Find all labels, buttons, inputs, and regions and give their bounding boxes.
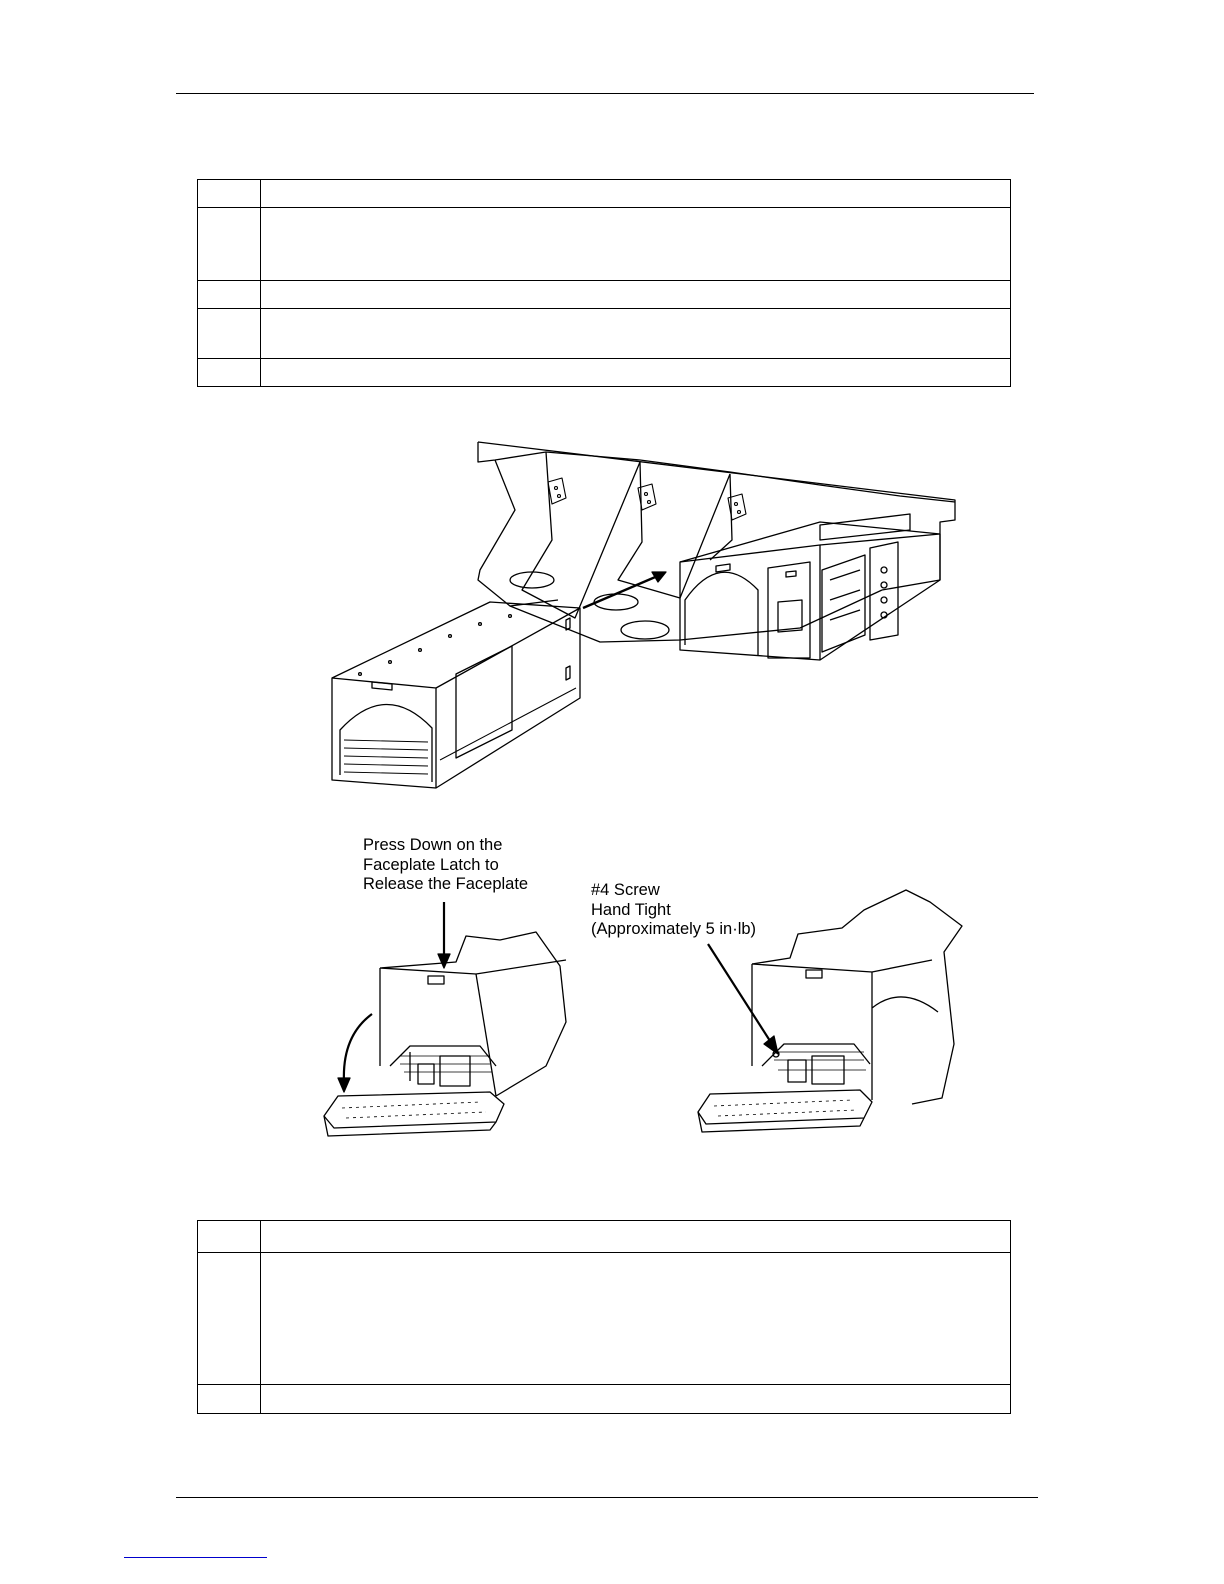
step-text-cell	[261, 1221, 1011, 1253]
faceplate-release-illustration	[320, 896, 582, 1140]
screw-pointer	[708, 944, 772, 1044]
step-number-cell	[198, 1253, 261, 1385]
insertion-arrow	[583, 575, 660, 608]
step-number-cell	[198, 281, 261, 309]
internal-components	[762, 1044, 870, 1084]
table-row	[198, 1253, 1011, 1385]
faceplate-latch-callout: Press Down on the Faceplate Latch to Release the Faceplate	[363, 836, 529, 893]
faceplate-holes	[714, 1100, 856, 1116]
latch-tab	[806, 970, 822, 978]
step-text-cell	[261, 281, 1011, 309]
faceplate-open	[324, 1092, 504, 1128]
internal-fins	[400, 1056, 492, 1072]
faceplate-holes	[342, 1102, 486, 1118]
screw-callout: #4 Screw Hand Tight (Approximately 5 in·lb)	[591, 881, 757, 938]
procedure-table-top	[197, 179, 1011, 387]
latch-tab	[428, 976, 444, 984]
module-top-front	[380, 960, 566, 974]
step-number-cell	[198, 309, 261, 359]
rotation-arrowhead	[338, 1078, 350, 1092]
step-number-cell	[198, 1221, 261, 1253]
faceplate-lip	[698, 1112, 864, 1132]
step-number-cell	[198, 208, 261, 281]
module-top	[380, 932, 566, 1096]
step-text-cell	[261, 1253, 1011, 1385]
faceplate-lip	[324, 1116, 496, 1136]
step-number-cell	[198, 1385, 261, 1414]
chassis-insertion-illustration	[300, 430, 970, 805]
module-side	[476, 974, 496, 1096]
table-row	[198, 180, 1011, 208]
power-inlet-1	[548, 478, 566, 504]
header-rule	[176, 93, 1034, 94]
bay-divider-1	[522, 452, 640, 618]
footer-rule	[176, 1497, 1038, 1498]
screw-tightening-illustration	[692, 888, 972, 1136]
bay-divider-2	[618, 462, 730, 598]
adjacent-module-front	[872, 972, 938, 1100]
press-arrowhead	[438, 954, 450, 968]
power-supply-module	[332, 602, 580, 788]
internal-components	[390, 1046, 496, 1086]
faceplate-open	[698, 1090, 872, 1124]
chassis-left-wall	[478, 460, 558, 606]
step-text-cell	[261, 208, 1011, 281]
module-top	[752, 960, 932, 972]
step-number-cell	[198, 180, 261, 208]
chassis-edge	[752, 890, 962, 1104]
procedure-table-bottom	[197, 1220, 1011, 1414]
footer-link-underline[interactable]	[124, 1557, 267, 1558]
floor-opening	[594, 594, 638, 610]
step-text-cell	[261, 359, 1011, 387]
table-row	[198, 1221, 1011, 1253]
step-number-cell	[198, 359, 261, 387]
table-row	[198, 359, 1011, 387]
step-text-cell	[261, 309, 1011, 359]
table-row	[198, 309, 1011, 359]
rotation-arrow	[344, 1014, 372, 1082]
floor-opening	[621, 621, 669, 639]
step-text-cell	[261, 180, 1011, 208]
table-row	[198, 1385, 1011, 1414]
step-text-cell	[261, 1385, 1011, 1414]
table-row	[198, 281, 1011, 309]
table-row	[198, 208, 1011, 281]
